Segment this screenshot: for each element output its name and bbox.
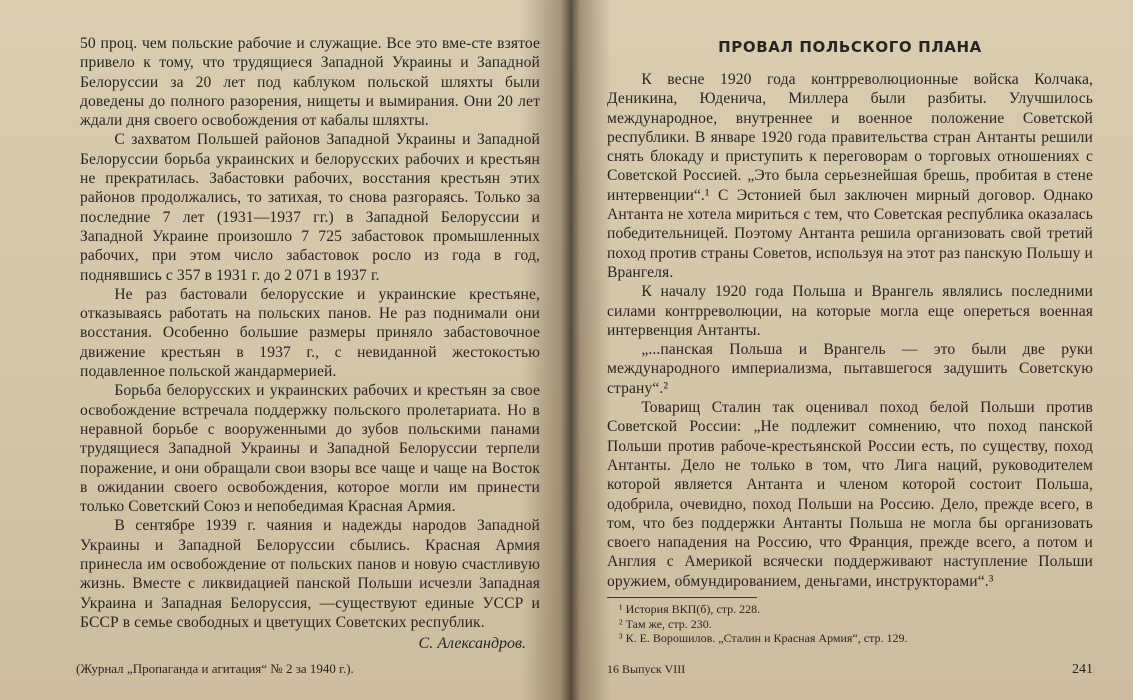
body-paragraph: В сентябре 1939 г. чаяния и надежды народов Западной Украины и Западной Белоруссии сбылись. Красная Армия принесла им освобождение от польских панов и новую счастливую жизнь. Вместе с ликвидацией панской Польши исчезли Западная Украина и Западная Белоруссия, —существуют единые УССР и БССР в семье свободных и цветущих Советских республик.: [80, 517, 540, 631]
footnote: ³ К. Е. Ворошилов. „Сталин и Красная Армия“, стр. 129.: [619, 631, 908, 646]
body-paragraph: К началу 1920 года Польша и Врангель являлись последними силами контрреволюции, на которые могла еще опереться военная интервенция Антанты.: [607, 283, 1093, 339]
footnote-divider: [607, 597, 757, 598]
footnote: ² Там же, стр. 230.: [619, 616, 712, 631]
body-paragraph: К весне 1920 года контрреволюционные войска Колчака, Деникина, Юденича, Миллера были разбиты. Улучшилось международное, внутреннее и военное положение Советской республики. В январе 1920 года правительства стран Антанты решили снять блокаду и приступить к переговорам о торговых отношениях с Советской Россией. „Это была серьезнейшая брешь, пробитая в стене интервенции“.¹ С Эстонией был заключен мирный договор. Однако Антанта не хотела мириться с тем, что Советская республика оказалась победительницей. Поэтому Антанта решила организовать свой третий поход против страны Советов, используя на этот раз панскую Польшу и Врангеля.: [607, 71, 1093, 281]
source-citation: (Журнал „Пропаганда и агитация“ № 2 за 1940 г.).: [76, 661, 354, 677]
body-paragraph: 50 проц. чем польские рабочие и служащие. Все это вме-сте взятое привело к тому, что трудящиеся Западной Украины и Западной Белоруссии за 20 лет под каблуком польской шляхты были доведены до полного разорения, нищеты и вымирания. Они 20 лет ждали дня своего освобождения от кабалы шляхты.: [80, 35, 540, 130]
right-page: [567, 0, 1133, 700]
author-signature: С. Александров.: [418, 635, 526, 653]
body-paragraph: „...панская Польша и Врангель — это были две руки международного империализма, пытавшегося задушить Советскую страну“.²: [607, 341, 1093, 397]
body-paragraph: Борьба белорусских и украинских рабочих и крестьян за свое освобождение встречала поддержку польского пролетариата. Но в неравной борьбе с вооруженными до зубов польскими панами трудящиеся Западной Украины и Западной Белоруссии терпели поражение, и они обращали свои взоры все чаще и чаще на Восток в ожидании своего освобождения, которое могли им принести только Советский Союз и непобедимая Красная Армия.: [80, 382, 540, 516]
printer-signature-mark: 16 Выпуск VIII: [607, 662, 686, 676]
left-page: [0, 0, 566, 700]
section-heading: ПРОВАЛ ПОЛЬСКОГО ПЛАНА: [718, 38, 982, 56]
page-footer: [607, 662, 1093, 678]
body-paragraph: С захватом Польшей районов Западной Украины и Западной Белоруссии борьба украинских и белорусских рабочих и крестьян не прекратилась. Забастовки рабочих, восстания крестьян этих районов продолжались, то затихая, то снова разгораясь. Только за последние 7 лет (1931—1937 гг.) в Западной Белоруссии и Западной Украине произошло 7 725 забастовок промышленных рабочих, при этом число забастовок росло из года в год, поднявшись с 357 в 1931 г. до 2 071 в 1937 г.: [80, 131, 540, 284]
body-paragraph: Не раз бастовали белорусские и украинские крестьяне, отказываясь работать на польских панов. Не раз поднимали они восстания. Особенно большие размеры приняло забастовочное движение крестьян в 1937 г., с невиданной жестокостью подавленное польской жандармерией.: [80, 285, 540, 381]
body-paragraph: Товарищ Сталин так оценивал поход белой Польши против Советской России: „Не подлежит сомнению, что поход панской Польши против рабоче-крестьянской России есть, по существу, поход Антанты. Дело не только в том, что Лига наций, руководителем которой является Антанта и членом которой состоит Польша, одобрила, очевидно, поход Польши на Россию. Дело, прежде всего, в том, что без поддержки Антанты Польша не могла бы организовать своего нападения на Россию, что Франция, прежде всего, а потом и Англия с Америкой всячески поддерживают наступление Польши оружием, обмундированием, деньгами, инструкторами“.³: [607, 399, 1093, 590]
page-number: 241: [1072, 662, 1093, 677]
footnote: ¹ История ВКП(б), стр. 228.: [619, 602, 761, 617]
